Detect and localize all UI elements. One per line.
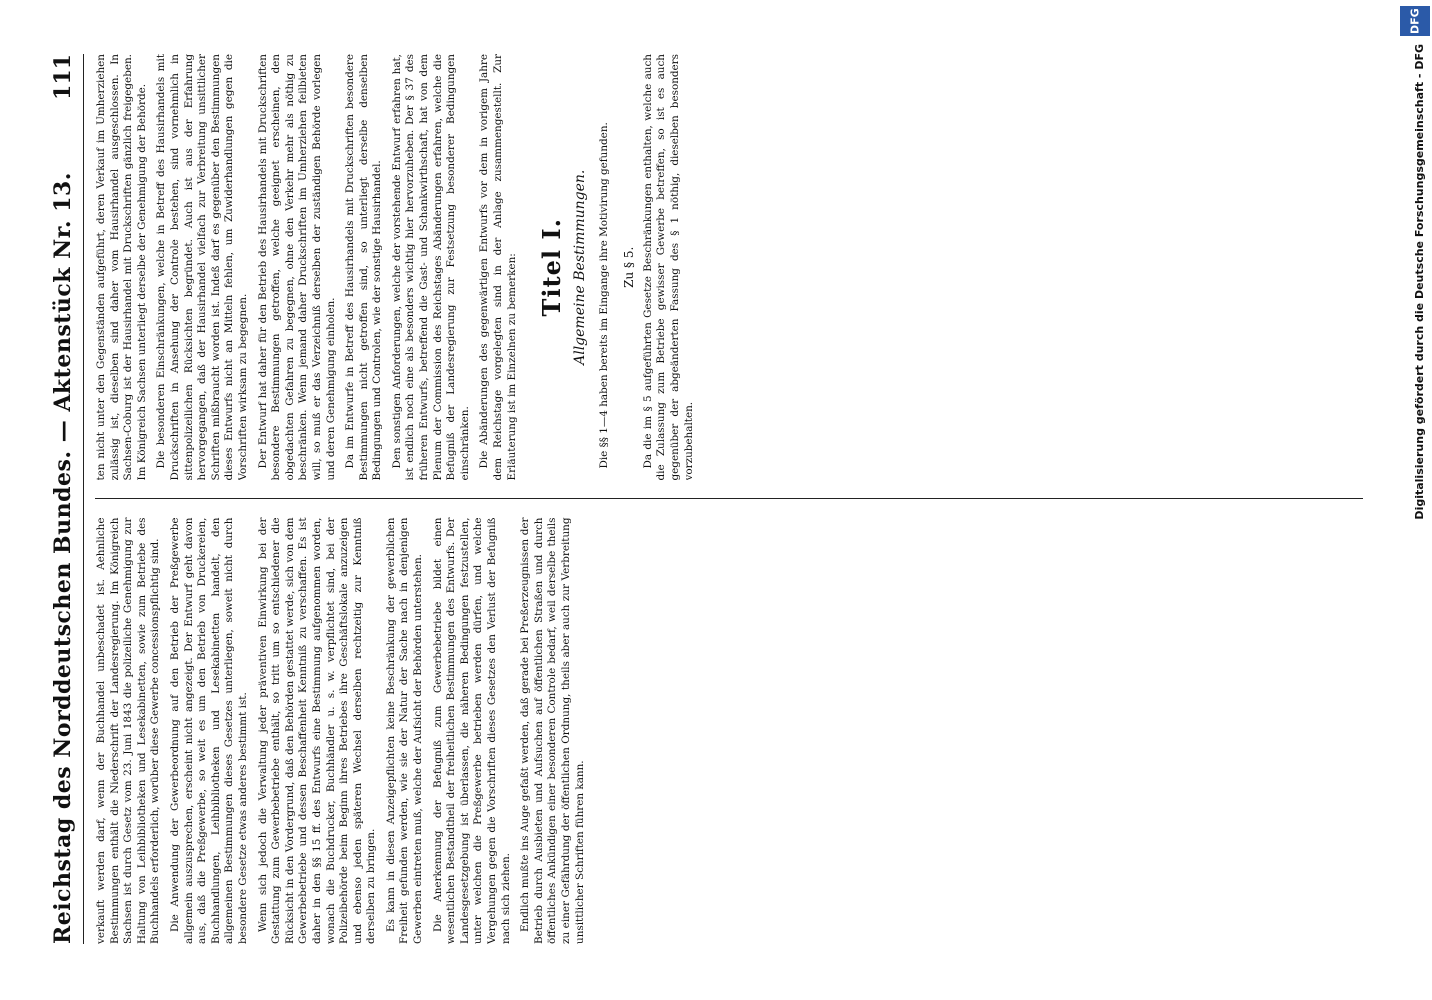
paragraph-marker: Zu § 5. <box>621 246 636 288</box>
body-columns <box>95 54 1363 944</box>
left-paragraph: Endlich mußte ins Auge gefaßt werden, daß gerade bei Preßerzeugnissen der Betrieb durch Ausbieten und Aufsuchen auf öffentlichen Straßen und durch öffentliches Ankündigen einer besonderen Controle bedarf, weil derselbe theils zu einer Gefährdung der öffentlichen Ordnung, theils aber auch zur Verbreitung unsittlicher Schriften führen kann. <box>519 517 586 944</box>
right-paragraph: Die besonderen Einschränkungen, welche in Betreff des Hausirhandels mit Druckschriften in Ansehung der Controle bestehen, sind vornehmlich in sittenpolizeilichen Rücksichten begründet. Auch ist aus der Erfahrung hervorgegangen, daß der Hausirhandel vielfach zur Verbreitung unsittlicher Schriften mißbraucht worden ist. Indeß darf es gegenüber den Bestimmungen dieses Entwurfs nicht an Mitteln fehlen, um Zuwiderhandlungen gegen die Vorschriften wirksam zu begegnen. <box>155 54 249 481</box>
page-number: 111 <box>50 54 76 100</box>
rotated-page-content <box>33 24 1383 974</box>
right-paragraph: Der Entwurf hat daher für den Betrieb des Hausirhandels mit Druckschriften besondere Bestimmungen getroffen, welche geeignet erscheinen, den obgedachten Gefahren zu begegnen, ohne den Verkehr mehr als nöthig zu beschränken. Wenn jemand daher Druckschriften im Umherziehen feilbieten will, so muß er das Verzeichniß derselben der zuständigen Behörde vorlegen und deren Genehmigung einholen. <box>256 54 337 481</box>
right-column <box>95 54 1363 481</box>
right-paragraph: Da im Entwurfe in Betreff des Hausirhandels mit Druckschriften besondere Bestimmungen nicht getroffen sind, so unterliegt derselbe denselben Bedingungen und Controlen, wie der sonstige Hausirhandel. <box>344 54 384 481</box>
section-paragraph: Da die im § 5 aufgeführten Gesetze Beschränkungen enthalten, welche auch die Zulassung zum Betriebe gewisser Gewerbe betreffen, so ist es auch gegenüber der abgeänderten Fassung des § 1 nöthig, dieselben besonders vorzubehalten. <box>641 54 695 481</box>
dfg-logo: DFG <box>1400 6 1430 36</box>
section-subtitle: Allgemeine Bestimmungen. <box>572 169 589 365</box>
section-intro: Die §§ 1—4 haben bereits im Eingange ihre Motivirung gefunden. <box>598 122 611 469</box>
column-divider <box>95 499 1363 500</box>
scanned-page <box>18 18 1398 980</box>
left-paragraph: verkauft werden darf, wenn der Buchhandel unbeschadet ist. Aehnliche Bestimmungen enthält die Niederschrift der Landesregierung. Im Königreich Sachsen ist durch Gesetz vom 23. Juni 1843 die polizeiliche Genehmigung zur Haltung von Leihbibliotheken und Lesekabinetten, sowie zum Betriebe des Buchhandels erforderlich, worüber diese Gewerbe concessionspflichtig sind. <box>95 517 162 944</box>
left-paragraph: Wenn sich jedoch die Verwaltung jeder präventiven Einwirkung bei der Gestattung zum Gewerbebetriebe enthält, so tritt um so entschiedener die Rücksicht in den Vordergrund, daß den Behörden gestattet werde, sich von dem Gewerbebetriebe und dessen Beschaffenheit Kenntniß zu verschaffen. Es ist daher in den §§ 15 ff. des Entwurfs eine Bestimmung aufgenommen worden, wonach die Buchdrucker, Buchhändler u. s. w. verpflichtet sind, bei der Polizeibehörde beim Beginn ihres Betriebes ihre Geschäftslokale anzuzeigen und ebenso jeden späteren Wechsel derselben rechtzeitig zur Kenntniß derselben zu bringen. <box>256 517 378 944</box>
left-paragraph: Es kann in diesen Anzeigepflichten keine Beschränkung der gewerblichen Freiheit gefunden werden, wie sie der Natur der Sache nach in denjenigen Gewerben eintreten muß, welche der Aufsicht der Behörden unterstehen. <box>384 517 425 944</box>
left-paragraph: Die Anwendung der Gewerbeordnung auf den Betrieb der Preßgewerbe allgemein auszusprechen, erscheint nicht angezeigt. Der Entwurf geht davon aus, daß die Preßgewerbe, so weit es um den Betrieb von Druckereien, Buchhandlungen, Leihbibliotheken und Lesekabinetten handelt, den allgemeinen Bestimmungen dieses Gesetzes unterliegen, soweit nicht durch besondere Gesetze etwas anderes bestimmt ist. <box>168 517 249 944</box>
right-paragraph: Die Abänderungen des gegenwärtigen Entwurfs vor dem in vorigem Jahre dem Reichstage vorgelegten sind in der Anlage zusammengestellt. Zur Erläuterung ist im Einzelnen zu bemerken: <box>478 54 518 481</box>
left-column <box>95 518 1363 945</box>
right-paragraph: ten nicht unter den Gegenständen aufgeführt, deren Verkauf im Umherziehen zulässig ist, dieselben sind daher vom Hausirhandel ausgeschlossen. In Sachsen-Coburg ist der Hausirhandel mit Druckschriften gänzlich freigegeben. Im Königreich Sachsen unterliegt derselbe der Genehmigung der Behörde. <box>95 54 148 481</box>
section-title-block <box>537 54 588 481</box>
digitization-credit: Digitalisierung gefördert durch die Deutsche Forschungsgemeinschaft - DFG <box>1413 44 1426 520</box>
left-paragraph: Die Anerkennung der Befugniß zum Gewerbebetriebe bildet einen wesentlichen Bestandtheil der freiheitlichen Bestimmungen des Entwurfs. Der Landesgesetzgebung ist überlassen, die näheren Bedingungen festzustellen, unter welchen die Preßgewerbe betrieben werden dürfen, und welche Vergehungen gegen die Vorschriften dieses Gesetzes den Verlust der Befugniß nach sich ziehen. <box>431 517 512 944</box>
page-header <box>43 54 84 944</box>
digitization-sidebar <box>1398 0 1432 1000</box>
section-title: Titel I. <box>537 218 567 317</box>
right-paragraph: Den sonstigen Anforderungen, welche der vorstehende Entwurf erfahren hat, ist endlich noch eine als besonders wichtig hier hervorzuheben. Der § 37 des früheren Entwurfs, betreffend die Gast- und Schankwirthschaft, hat von dem Plenum der Commission des Reichstages Abänderungen erfahren, welche die Befugniß der Landesregierung zur Festsetzung besonderer Bedingungen einschränken. <box>390 54 471 481</box>
running-head: Reichstag des Norddeutschen Bundes. — Aktenstück Nr. 13. <box>50 172 76 944</box>
